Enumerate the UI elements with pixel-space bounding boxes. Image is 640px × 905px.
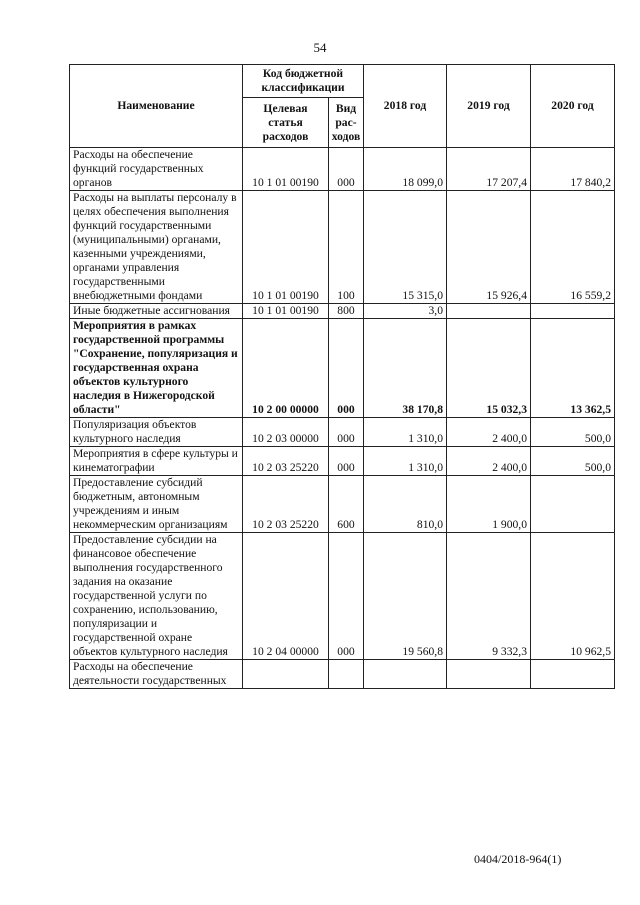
row-target: 10 2 03 25220 <box>243 447 329 476</box>
table-row <box>70 418 615 447</box>
row-2020: 500,0 <box>531 418 615 447</box>
row-name: Предоставление субсидии на финансовое обеспечение выполнения государственного задания на оказание государственной услуги по сохранению, использованию, популяризации и государственной охране объектов культурного наследия <box>70 533 243 660</box>
header-2020: 2020 год <box>531 65 615 148</box>
row-2019: 2 400,0 <box>447 447 531 476</box>
row-2018: 810,0 <box>364 476 447 533</box>
row-name: Мероприятия в рамках государственной программы "Сохранение, популяризация и государственная охрана объектов культурного наследия в Нижегородской области" <box>70 319 243 418</box>
row-2019 <box>447 660 531 689</box>
row-type: 100 <box>329 191 364 304</box>
header-type: Вид рас-ходов <box>329 98 364 148</box>
row-type: 800 <box>329 304 364 319</box>
row-2019: 15 926,4 <box>447 191 531 304</box>
budget-table <box>69 64 615 689</box>
row-2018: 38 170,8 <box>364 319 447 418</box>
table-row <box>70 148 615 191</box>
row-type: 000 <box>329 319 364 418</box>
row-2018: 15 315,0 <box>364 191 447 304</box>
table-row <box>70 191 615 304</box>
row-type: 000 <box>329 447 364 476</box>
row-2018: 18 099,0 <box>364 148 447 191</box>
table-row <box>70 319 615 418</box>
row-2020: 16 559,2 <box>531 191 615 304</box>
row-target: 10 2 00 00000 <box>243 319 329 418</box>
row-2019: 1 900,0 <box>447 476 531 533</box>
row-2018: 19 560,8 <box>364 533 447 660</box>
header-name: Наименование <box>70 65 243 148</box>
table-row <box>70 533 615 660</box>
row-2020: 500,0 <box>531 447 615 476</box>
row-2019 <box>447 304 531 319</box>
row-target: 10 2 03 00000 <box>243 418 329 447</box>
page-number: 54 <box>313 40 327 55</box>
document-code: 0404/2018-964(1) <box>474 852 562 866</box>
row-name: Расходы на выплаты персоналу в целях обеспечения выполнения функций государственными (муниципальными) органами, казенными учреждениями, органами управления государственными внебюджетными фондами <box>70 191 243 304</box>
row-2019: 2 400,0 <box>447 418 531 447</box>
header-code-group: Код бюджетной классификации <box>243 65 364 98</box>
row-type: 000 <box>329 148 364 191</box>
row-2020 <box>531 476 615 533</box>
row-type: 600 <box>329 476 364 533</box>
row-name: Популяризация объектов культурного наследия <box>70 418 243 447</box>
row-name: Мероприятия в сфере культуры и кинематографии <box>70 447 243 476</box>
row-2020 <box>531 304 615 319</box>
row-2018: 1 310,0 <box>364 447 447 476</box>
row-type: 000 <box>329 418 364 447</box>
row-2018: 1 310,0 <box>364 418 447 447</box>
row-2020: 17 840,2 <box>531 148 615 191</box>
row-2018: 3,0 <box>364 304 447 319</box>
row-2018 <box>364 660 447 689</box>
header-2018: 2018 год <box>364 65 447 148</box>
table-row <box>70 447 615 476</box>
table-row <box>70 476 615 533</box>
row-name: Предоставление субсидий бюджетным, автономным учреждениям и иным некоммерческим организациям <box>70 476 243 533</box>
row-2019: 9 332,3 <box>447 533 531 660</box>
row-target: 10 2 03 25220 <box>243 476 329 533</box>
header-2019: 2019 год <box>447 65 531 148</box>
row-2019: 15 032,3 <box>447 319 531 418</box>
row-2020: 13 362,5 <box>531 319 615 418</box>
row-type <box>329 660 364 689</box>
row-name: Иные бюджетные ассигнования <box>70 304 243 319</box>
header-target: Целевая статья расходов <box>243 98 329 148</box>
row-target: 10 2 04 00000 <box>243 533 329 660</box>
row-type: 000 <box>329 533 364 660</box>
row-2020: 10 962,5 <box>531 533 615 660</box>
table-row <box>70 660 615 689</box>
row-2020 <box>531 660 615 689</box>
row-name: Расходы на обеспечение деятельности государственных <box>70 660 243 689</box>
row-2019: 17 207,4 <box>447 148 531 191</box>
row-name: Расходы на обеспечение функций государственных органов <box>70 148 243 191</box>
table-row <box>70 304 615 319</box>
row-target: 10 1 01 00190 <box>243 304 329 319</box>
row-target <box>243 660 329 689</box>
row-target: 10 1 01 00190 <box>243 148 329 191</box>
row-target: 10 1 01 00190 <box>243 191 329 304</box>
